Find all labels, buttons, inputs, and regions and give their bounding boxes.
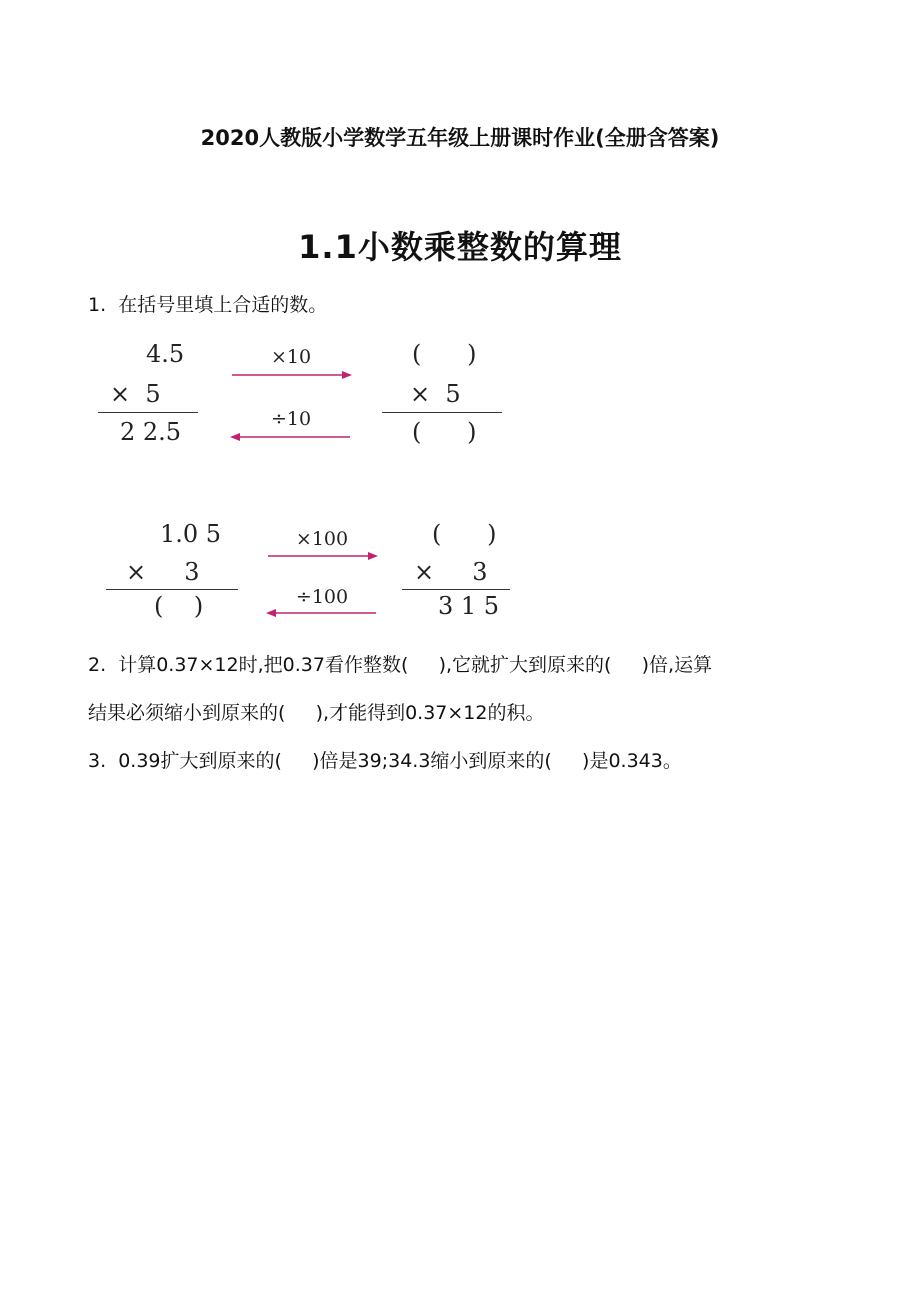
blank-multiplicand: ( ) bbox=[412, 340, 477, 368]
arrow-label-divide: ÷10 bbox=[270, 408, 312, 430]
document-title: 2020人教版小学数学五年级上册课时作业(全册含答案) bbox=[200, 126, 720, 150]
arrow-label-multiply: ×100 bbox=[295, 528, 349, 550]
calc-divider bbox=[106, 589, 238, 590]
product: 3 1 5 bbox=[438, 592, 500, 620]
arrow-label-multiply: ×10 bbox=[270, 346, 312, 368]
question-2-line-1: 2. 计算0.37×12时,把0.37看作整数( ),它就扩大到原来的( )倍,运算 bbox=[88, 654, 713, 676]
multiplier: × 5 bbox=[410, 380, 461, 408]
multiplier: × 3 bbox=[414, 558, 488, 586]
right-arrow-icon bbox=[268, 549, 378, 563]
left-arrow-icon bbox=[266, 606, 378, 620]
calc-divider bbox=[382, 412, 502, 413]
multiplicand: 1.0 5 bbox=[160, 520, 222, 548]
left-arrow-icon bbox=[230, 430, 352, 444]
blank-multiplicand: ( ) bbox=[432, 520, 497, 548]
calc-divider bbox=[402, 589, 510, 590]
blank-product: ( ) bbox=[412, 418, 477, 446]
section-title: 1.1小数乘整数的算理 bbox=[298, 228, 622, 266]
multiplicand: 4.5 bbox=[146, 340, 185, 368]
question-1-text: 1. 在括号里填上合适的数。 bbox=[88, 294, 328, 316]
multiplier: × 3 bbox=[126, 558, 200, 586]
multiplier: × 5 bbox=[110, 380, 161, 408]
question-2-line-2: 结果必须缩小到原来的( ),才能得到0.37×12的积。 bbox=[88, 702, 545, 724]
calc-divider bbox=[98, 412, 198, 413]
right-arrow-icon bbox=[232, 368, 352, 382]
blank-product: ( ) bbox=[154, 592, 204, 620]
arrow-label-divide: ÷100 bbox=[295, 586, 349, 608]
question-3-text: 3. 0.39扩大到原来的( )倍是39;34.3缩小到原来的( )是0.343。 bbox=[88, 750, 682, 772]
product: 2 2.5 bbox=[120, 418, 182, 446]
